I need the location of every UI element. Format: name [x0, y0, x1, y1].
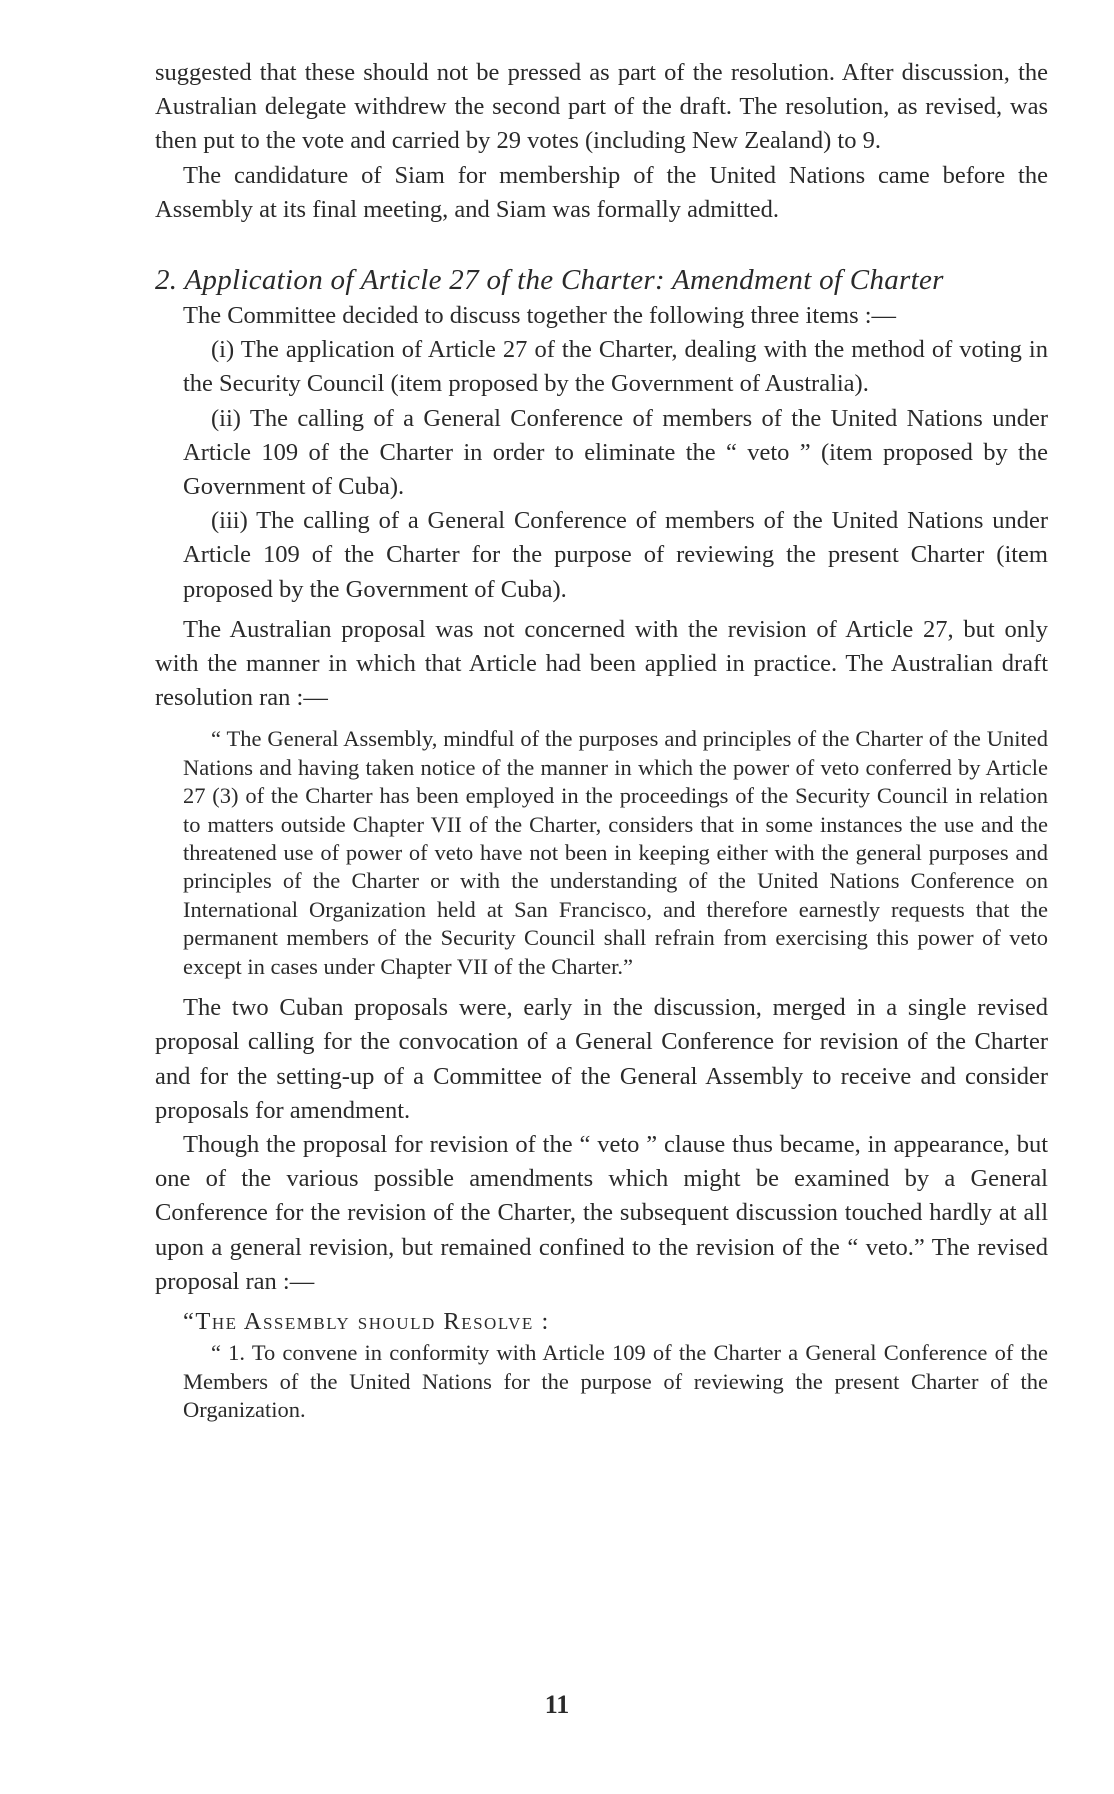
paragraph-resolution-vote: suggested that these should not be pressed as part of the resolution. After discussion, the Australian delegate withdrew the second part of the draft. The resolution, as revised, was then put to the vote and carried by 29 votes (including New Zealand) to 9.	[155, 59, 1048, 155]
paragraph-australian-proposal: The Australian proposal was not concerned with the revision of Article 27, but only with the manner in which that Article had been applied in practice. The Australian draft resolution ran :—	[155, 615, 1048, 712]
list-item-i: (i) The application of Article 27 of the Charter, dealing with the method of voting in the Security Council (item proposed by the Government of Australia).	[183, 336, 1048, 398]
paragraph-siam-admission: The candidature of Siam for membership of the United Nations came before the Assembly at its final meeting, and Siam was formally admitted.	[155, 161, 1048, 223]
quote-australian-draft: “ The General Assembly, mindful of the purposes and principles of the Charter of the United Nations and having taken notice of the manner in which the power of veto conferred by Article 27 (3) of the Charter has been employed in the proceedings of the Security Council in relation to matters outside Chapter VII of the Charter, considers that in some instances the use and the threatened use of power of veto have not been in keeping either with the general purposes and principles of the Charter or with the understanding of the United Nations Conference on International Organization held at San Francisco, and therefore earnestly requests that the permanent members of the Security Council shall refrain from exercising this power of veto except in cases under Chapter VII of the Charter.”	[183, 726, 1048, 979]
section-heading: 2. Application of Article 27 of the Charter: Amendment of Charter	[155, 264, 944, 297]
quote-resolve-heading: “The Assembly should Resolve :	[183, 1307, 550, 1335]
paragraph-cuban-proposals: The two Cuban proposals were, early in the discussion, merged in a single revised proposal calling for the convocation of a General Conference for revision of the Charter and for the setting-up of a Committee of the General Assembly to receive and consider proposals for amendment.	[155, 994, 1048, 1124]
list-item-ii: (ii) The calling of a General Conference of members of the United Nations under Article 109 of the Charter in order to eliminate the “ veto ” (item proposed by the Government of Cuba).	[183, 404, 1048, 501]
paragraph-veto-revision: Though the proposal for revision of the “ veto ” clause thus became, in appearance, but one of the various possible amendments which might be examined by a General Conference for the revision of the Charter, the subsequent discussion touched hardly at all upon a general revision, but remained confined to the revision of the “ veto.” The revised proposal ran :—	[155, 1130, 1048, 1295]
page-number: 11	[544, 1690, 570, 1719]
paragraph-committee-items: The Committee decided to discuss together the following three items :—	[183, 302, 897, 330]
list-item-iii: (iii) The calling of a General Conference of members of the United Nations under Article 109 of the Charter for the purpose of reviewing the present Charter (item proposed by the Government of Cuba).	[183, 507, 1048, 603]
document-page	[155, 56, 1048, 1424]
quote-resolution-item-1: “ 1. To convene in conformity with Article 109 of the Charter a General Conference of the Members of the United Nations for the purpose of reviewing the present Charter of the Organization.	[183, 1340, 1048, 1422]
